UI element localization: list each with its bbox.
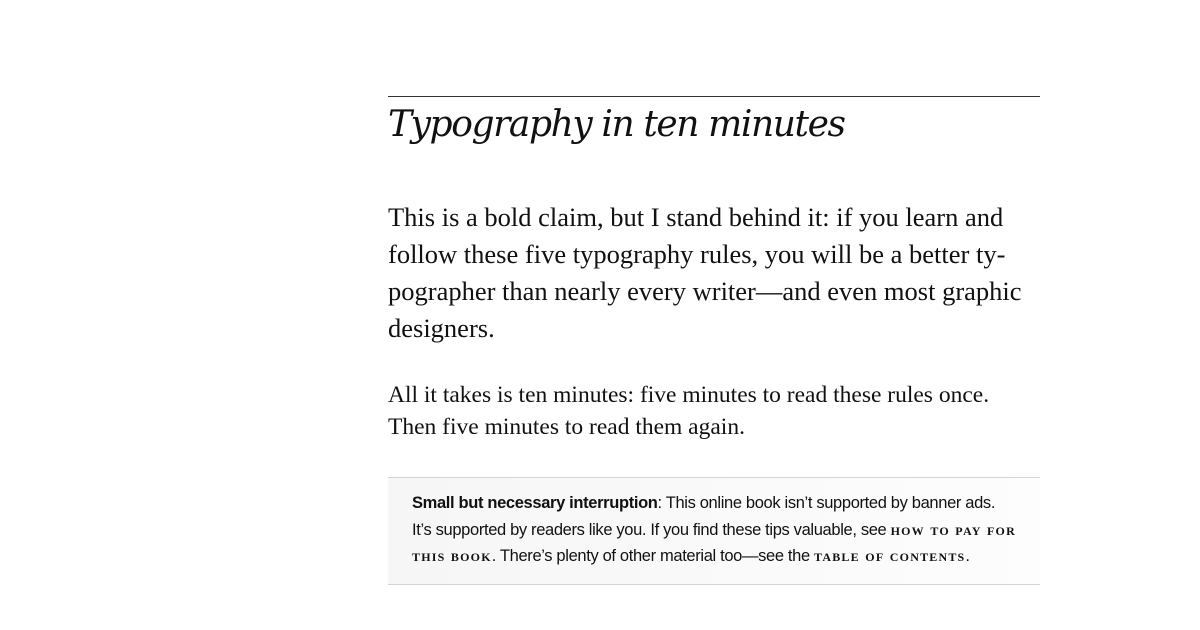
title-rule [388, 96, 1040, 97]
follow-line-1: All it takes is ten minutes: five minutes to read these rules once. [388, 382, 990, 408]
table-of-contents-link[interactable]: table of contents [814, 546, 966, 565]
follow-line-2: Then five minutes to read them again. [388, 414, 745, 440]
notice-text-3: . [965, 547, 970, 565]
support-notice [388, 477, 1040, 585]
lead-paragraph: This is a bold claim, but I stand behind it: if you learn and follow these five typography rules, you will be a better typographer than nearly every writer—and even most graphic designers. [388, 202, 1022, 343]
notice-text-2: . There’s plenty of other material too—see the [491, 547, 815, 565]
notice-heading: Small but necessary interruption [412, 494, 658, 512]
follow-paragraph [388, 379, 1040, 443]
page-title: Typography in ten minutes [388, 104, 845, 145]
article [388, 96, 1040, 585]
how-to-pay-link[interactable]: how to pay for this book [412, 519, 1016, 565]
notice-text-1: : This online book isn’t supported by banner ads. It’s supported by readers like you. If you find these tips valuable, see [412, 494, 996, 539]
